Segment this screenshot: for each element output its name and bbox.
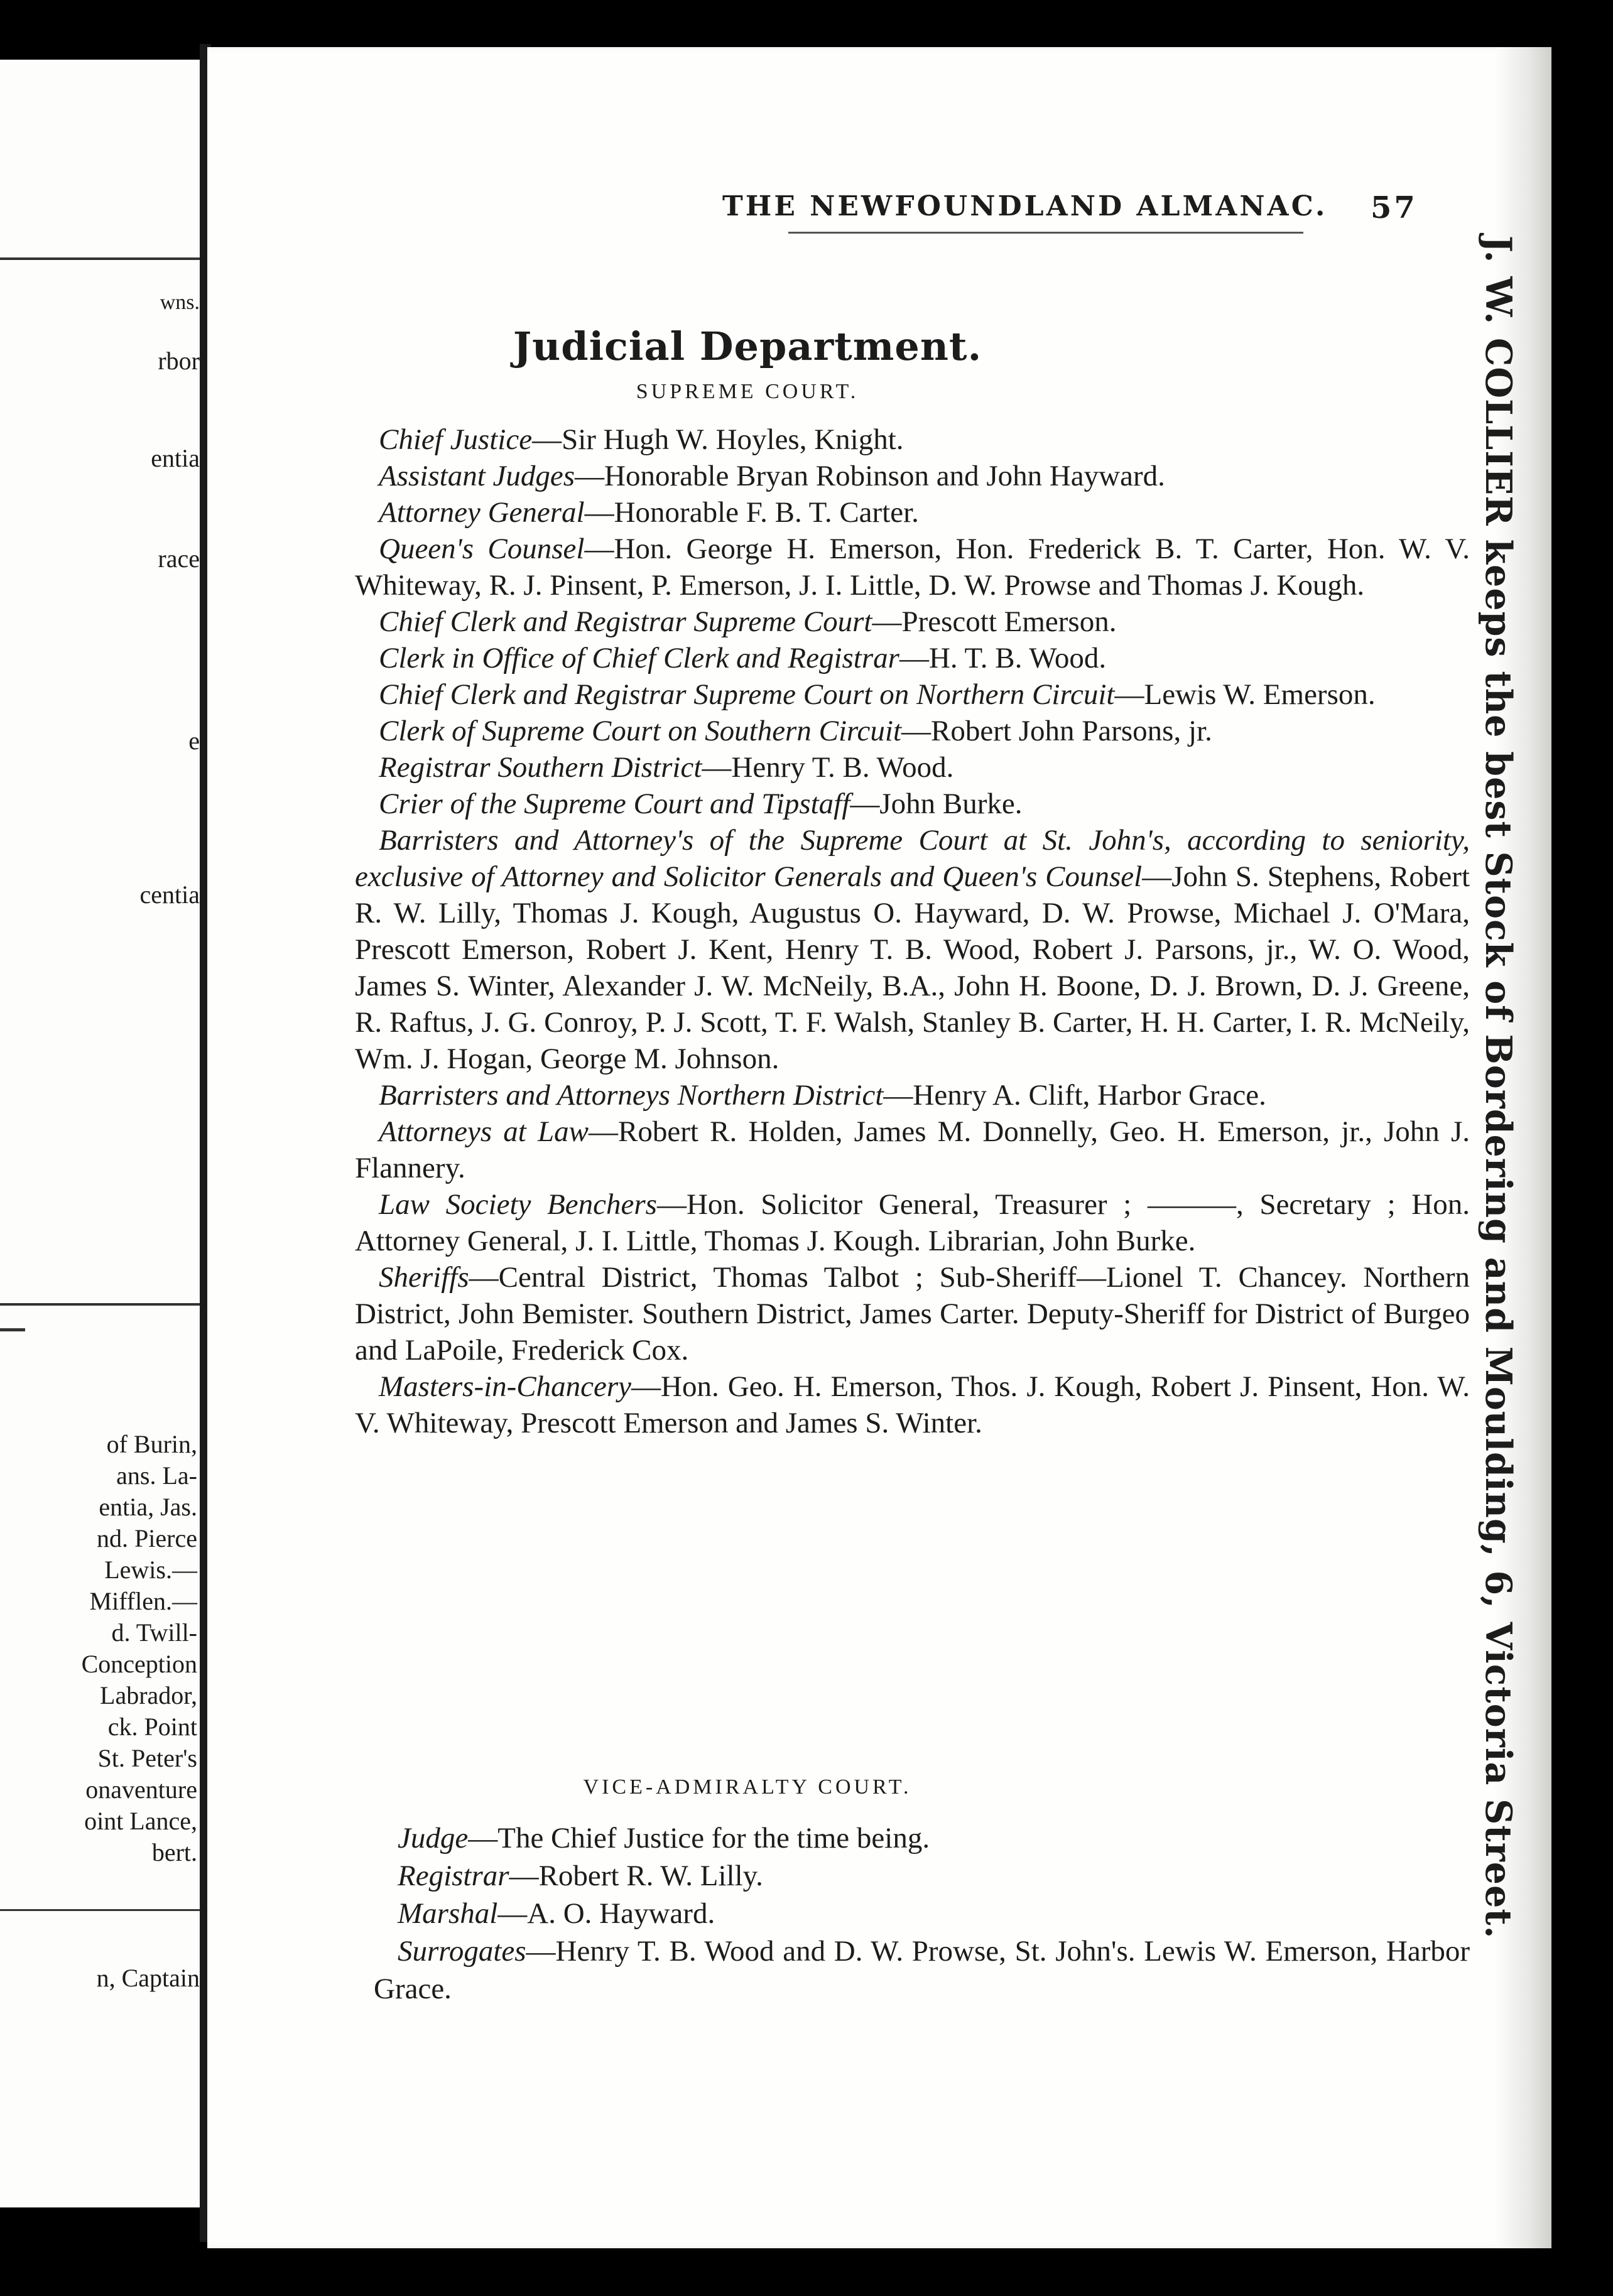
directory-entry	[374, 1895, 1470, 1932]
left-page-line: onaventure	[85, 1775, 197, 1804]
directory-entry	[355, 604, 1470, 640]
entry-names: —John Burke.	[850, 788, 1023, 820]
left-page-line: Lewis.—	[104, 1556, 197, 1584]
left-page-fragment: e	[188, 727, 200, 755]
entry-names: —Honorable Bryan Robinson and John Hayward.	[575, 460, 1165, 492]
entry-names: —Henry T. B. Wood.	[702, 751, 954, 784]
entry-role: Attorney General	[379, 496, 585, 529]
entry-names: —Robert R. W. Lilly.	[509, 1860, 763, 1892]
entry-role: Law Society Benchers	[379, 1188, 657, 1221]
entry-role: Sheriffs	[379, 1261, 469, 1294]
left-page-line: bert.	[151, 1838, 197, 1866]
entry-role: Crier of the Supreme Court and Tipstaff	[379, 788, 850, 820]
advertisement-text: J. W. COLLIER keeps the best Stock of Bordering and Moulding, 6, Victoria Street.	[1477, 236, 1519, 1939]
entry-names: —Lewis W. Emerson.	[1114, 678, 1376, 711]
directory-entry	[355, 1113, 1470, 1186]
entry-role: Registrar Southern District	[379, 751, 702, 784]
entry-names: —The Chief Justice for the time being.	[468, 1822, 930, 1855]
page-number: 57	[1371, 190, 1418, 225]
header-title: THE NEWFOUNDLAND ALMANAC.	[722, 190, 1328, 222]
almanac-page	[207, 47, 1551, 2248]
left-page-fragment: race	[158, 544, 200, 573]
entry-names: —Robert R. Holden, James M. Donnelly, Geo. H. Emerson, jr., John J. Flannery.	[355, 1115, 1470, 1184]
entry-names: —Central District, Thomas Talbot ; Sub-Sheriff—Lionel T. Chancey. Northern District, John Bemister. Southern District, James Carter. Deputy-Sheriff for District of Burgeo and LaPoile, Frederick Cox.	[355, 1261, 1470, 1367]
vice-admiralty-heading: VICE-ADMIRALTY COURT.	[583, 1775, 912, 1799]
left-page-fragment: wns.	[160, 291, 200, 314]
left-page-line: St. Peter's	[97, 1744, 197, 1772]
entry-role: Registrar	[398, 1860, 509, 1892]
entry-role: Barristers and Attorneys Northern District	[379, 1079, 884, 1112]
supreme-court-heading: SUPREME COURT.	[636, 380, 859, 403]
running-header	[355, 190, 1470, 241]
entry-role: Barristers and Attorney's of the Supreme Court at St. John's, according to seniority, exclusive of Attorney and Solicitor Generals and Queen's Counsel	[355, 824, 1470, 893]
directory-entry	[355, 713, 1470, 749]
entry-names: —H. T. B. Wood.	[899, 642, 1107, 674]
left-page-line: oint Lance,	[84, 1807, 197, 1835]
directory-entry	[355, 786, 1470, 822]
entry-names: —Sir Hugh W. Hoyles, Knight.	[532, 423, 904, 456]
directory-entry	[355, 1259, 1470, 1368]
directory-entry	[355, 458, 1470, 494]
left-page-line: of Burin,	[106, 1430, 197, 1458]
entry-role: Surrogates	[398, 1935, 526, 1968]
divider	[0, 1303, 200, 1306]
left-page-line: entia, Jas.	[99, 1493, 197, 1521]
left-page-line: Mifflen.—	[89, 1587, 197, 1615]
entry-names: —John S. Stephens, Robert R. W. Lilly, Thomas J. Kough, Augustus O. Hayward, D. W. Prowse, Michael J. O'Mara, Prescott Emerson, Robert J. Kent, Henry T. B. Wood, Robert J. Parsons, jr., W. O. Wood, James S. Winter, Alexander J. W. McNeily, B.A., John H. Boone, D. J. Brown, D. J. Greene, R. Raftus, J. G. Conroy, P. J. Scott, T. F. Walsh, Stanley B. Carter, H. H. Carter, I. R. McNeily, Wm. J. Hogan, George M. Johnson.	[355, 860, 1470, 1075]
entry-names: —A. O. Hayward.	[497, 1897, 715, 1930]
left-page-fragment: centia	[139, 880, 200, 909]
entry-role: Judge	[398, 1822, 469, 1855]
left-page-line: ck. Point	[107, 1713, 197, 1741]
entry-names: —Honorable F. B. T. Carter.	[584, 496, 919, 529]
divider	[0, 1328, 25, 1331]
left-page-line: nd. Pierce	[97, 1524, 197, 1552]
entry-names: —Henry A. Clift, Harbor Grace.	[883, 1079, 1266, 1112]
left-page-line: d. Twill-	[111, 1618, 197, 1647]
left-page-fragment: rbor	[158, 347, 200, 375]
entry-names: —Henry T. B. Wood and D. W. Prowse, St. John's. Lewis W. Emerson, Harbor Grace.	[374, 1935, 1470, 2005]
entry-role: Clerk in Office of Chief Clerk and Registrar	[379, 642, 899, 674]
entry-names: —Prescott Emerson.	[872, 605, 1117, 638]
supreme-court-entries	[355, 421, 1470, 1441]
directory-entry	[355, 1186, 1470, 1259]
directory-entry	[374, 1819, 1470, 1857]
entry-role: Chief Justice	[379, 423, 533, 456]
divider	[0, 257, 200, 260]
entry-names: —Hon. Solicitor General, Treasurer ; ———, Secretary ; Hon. Attorney General, J. I. Little, Thomas J. Kough. Librarian, John Burke.	[355, 1188, 1470, 1257]
left-page-block	[82, 1429, 197, 1868]
entry-names: —Hon. George H. Emerson, Hon. Frederick B. T. Carter, Hon. W. V. Whiteway, R. J. Pinsent, P. Emerson, J. I. Little, D. W. Prowse and Thomas J. Kough.	[355, 533, 1470, 602]
left-page-fragment: entia	[151, 444, 200, 472]
entry-role: Clerk of Supreme Court on Southern Circuit	[379, 715, 902, 747]
directory-entry	[374, 1857, 1470, 1895]
directory-entry	[355, 822, 1470, 1077]
directory-entry	[374, 1932, 1470, 2008]
entry-names: —Robert John Parsons, jr.	[901, 715, 1212, 747]
directory-entry	[355, 1368, 1470, 1441]
directory-entry	[355, 676, 1470, 713]
left-page-line: ans. La-	[116, 1461, 197, 1490]
directory-entry	[355, 640, 1470, 676]
entry-role: Attorneys at Law	[379, 1115, 589, 1148]
left-page-line: Labrador,	[100, 1681, 197, 1709]
entry-role: Chief Clerk and Registrar Supreme Court on Northern Circuit	[379, 678, 1115, 711]
directory-entry	[355, 421, 1470, 458]
entry-names: —Hon. Geo. H. Emerson, Thos. J. Kough, Robert J. Pinsent, Hon. W. V. Whiteway, Prescott Emerson and James S. Winter.	[355, 1370, 1470, 1439]
entry-role: Chief Clerk and Registrar Supreme Court	[379, 605, 872, 638]
entry-role: Queen's Counsel	[379, 533, 585, 565]
entry-role: Masters-in-Chancery	[379, 1370, 632, 1403]
directory-entry	[355, 531, 1470, 604]
vice-admiralty-entries	[374, 1819, 1470, 2008]
divider	[0, 1909, 200, 1911]
header-rule	[788, 232, 1303, 234]
entry-role: Assistant Judges	[379, 460, 575, 492]
entry-role: Marshal	[398, 1897, 498, 1930]
directory-entry	[355, 494, 1470, 531]
left-page-fragment: n, Captain	[96, 1964, 200, 1992]
directory-entry	[355, 1077, 1470, 1113]
left-page-line: Conception	[81, 1650, 197, 1678]
left-facing-page	[0, 60, 202, 2207]
side-advertisement	[1476, 236, 1520, 2019]
department-title: Judicial Department.	[513, 323, 982, 369]
directory-entry	[355, 749, 1470, 786]
